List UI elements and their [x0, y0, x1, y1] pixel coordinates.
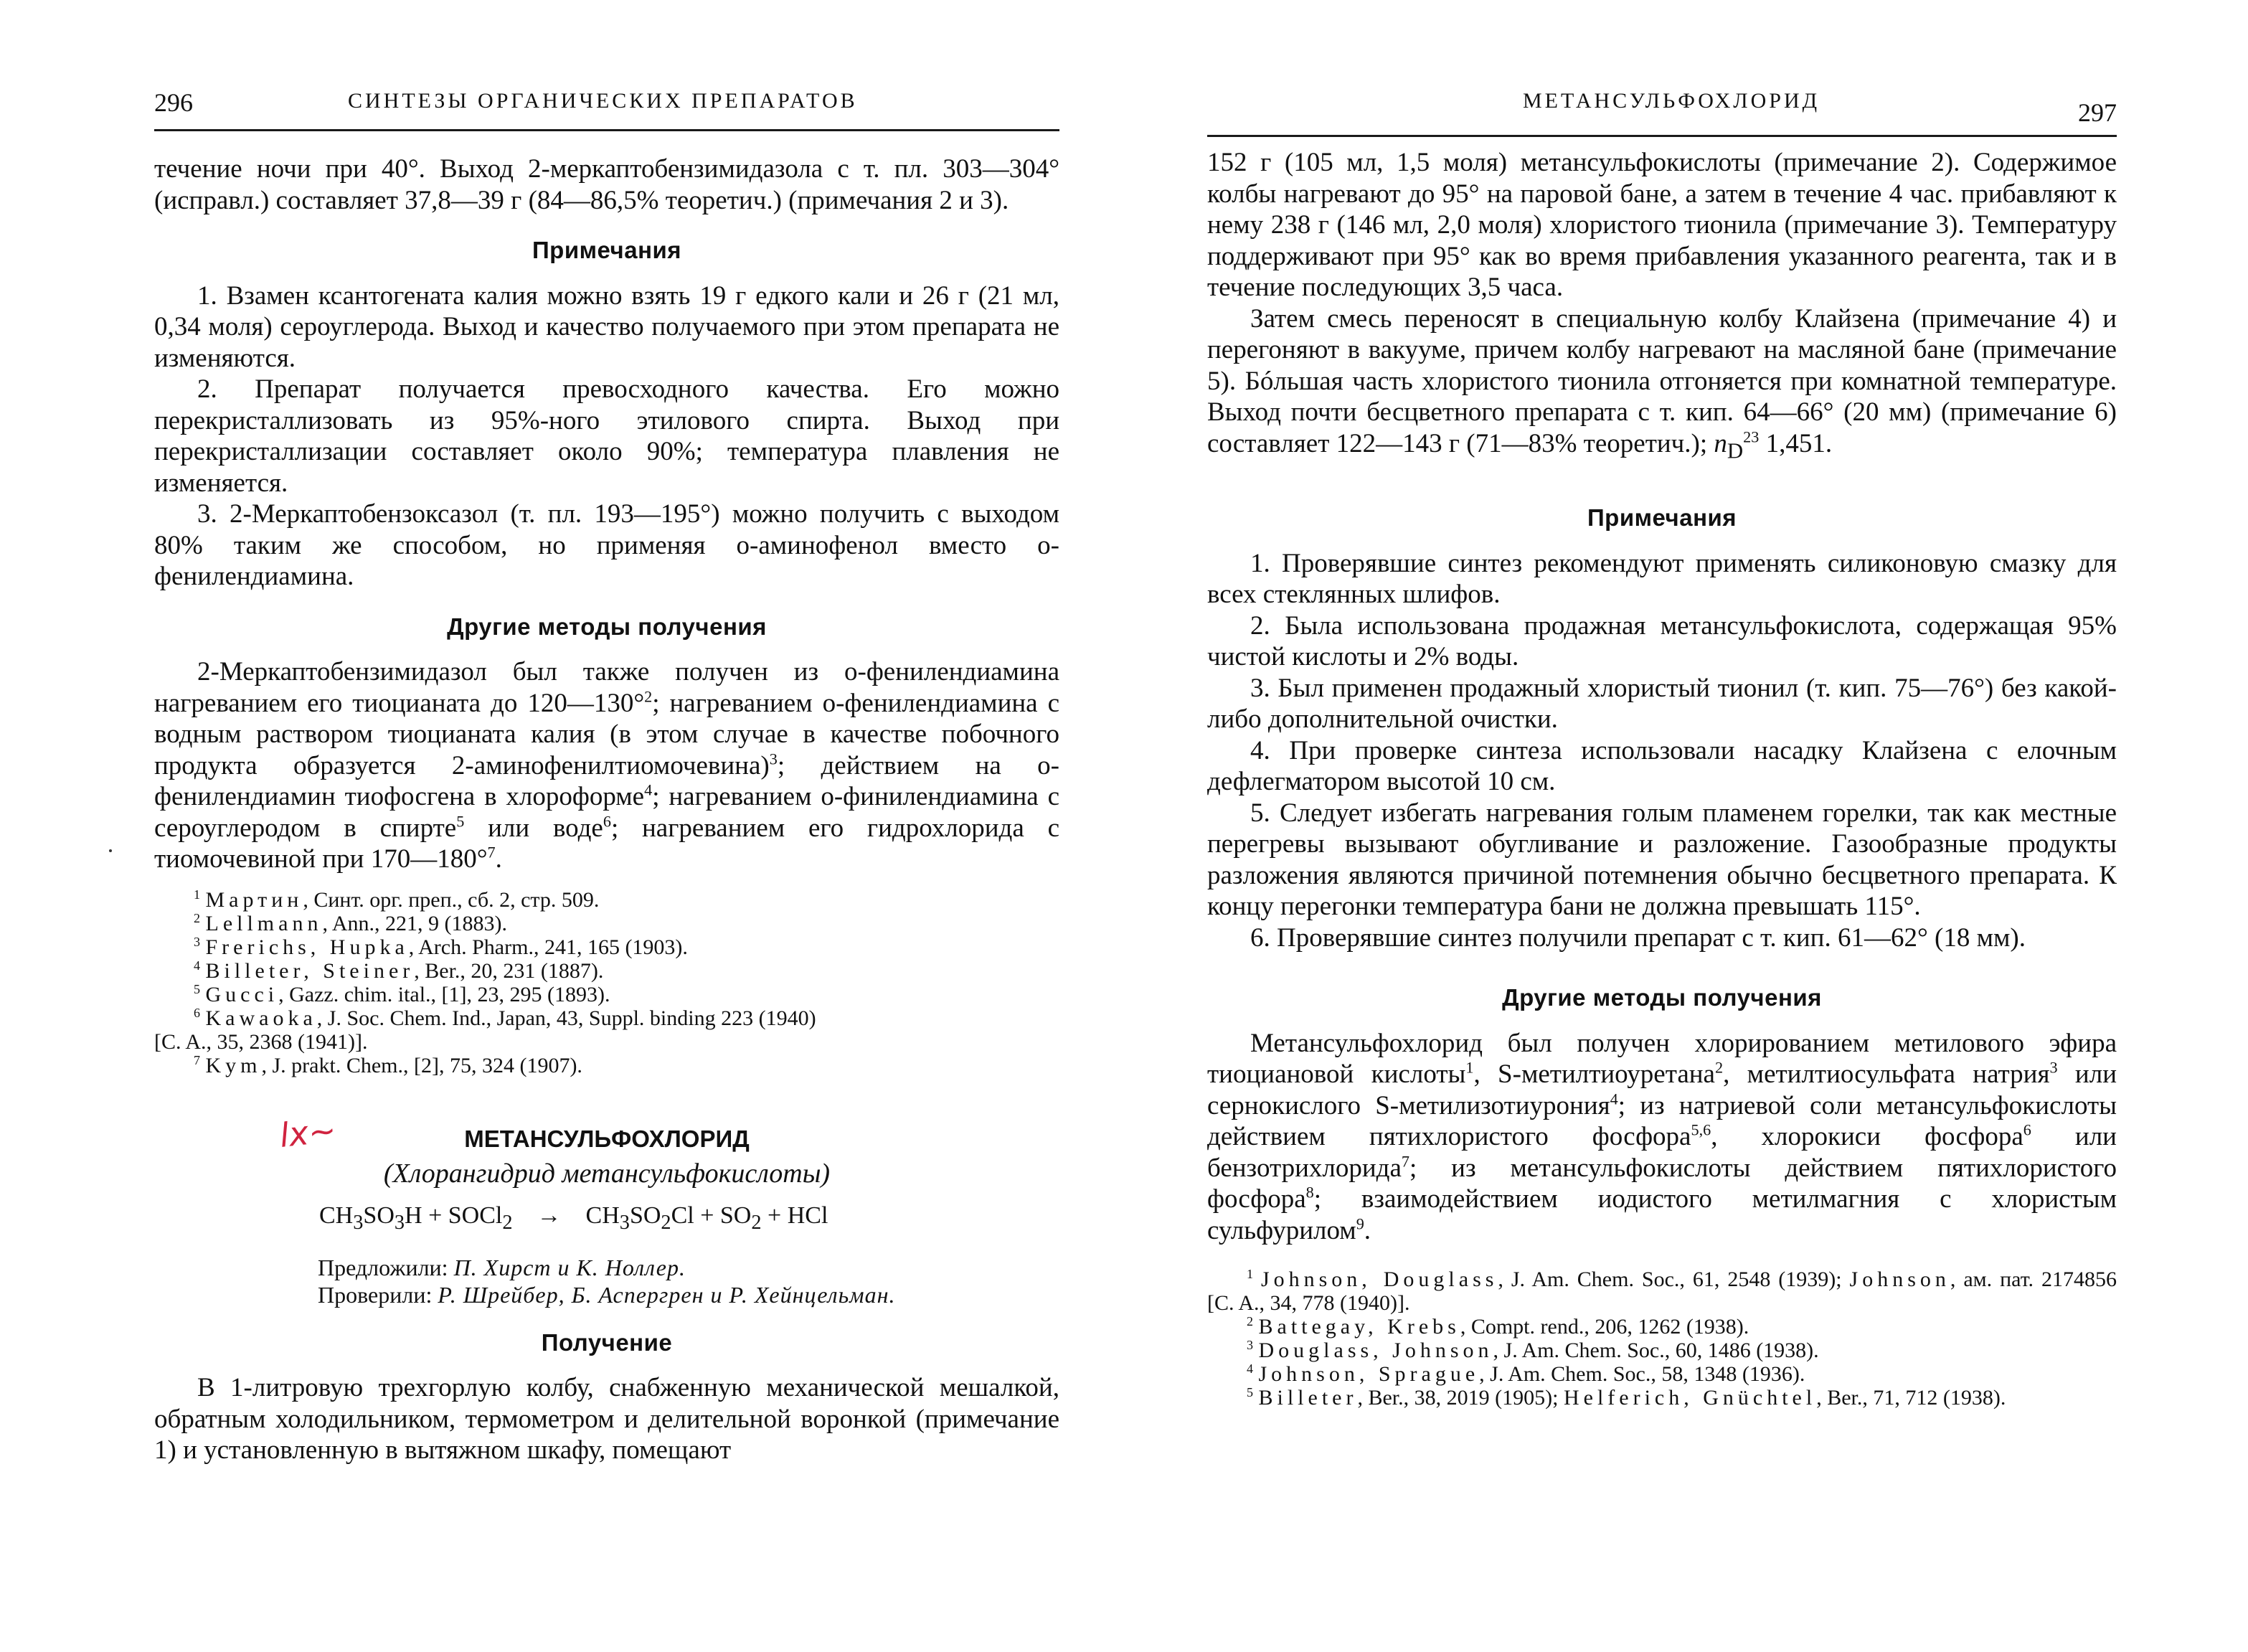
note-item: 2. Была использована продажная метансульфокислота, содержащая 95% чистой кислоты и 2% воды.	[1207, 610, 2117, 672]
page-number: 297	[2078, 98, 2117, 127]
margin-speck	[109, 849, 112, 852]
page-body	[1207, 147, 2117, 1410]
reference-item: $^2$ Battegay, Krebs, Compt. rend., 206, 1262 (1938).	[1247, 1314, 1749, 1339]
citation: 7	[487, 843, 496, 862]
running-head	[1207, 88, 2117, 127]
opening-paragraph: течение ночи при 40°. Выход 2-меркаптобензимидазола с т. пл. 303—304° (исправл.) составляет 37,8—39 г (84—86,5% теоретич.) (примечания 2 и 3).	[154, 154, 1059, 215]
reference-continuation: [C. A., 35, 2368 (1941)].	[154, 1029, 368, 1054]
citation: 7	[1401, 1152, 1409, 1171]
note-item: 6. Проверявшие синтез получили препарат с т. кип. 61—62° (18 мм).	[1250, 922, 2026, 953]
citation: 4	[644, 780, 653, 799]
citation: 9	[1356, 1214, 1364, 1233]
reference-item: $^1$ Johnson, Douglass, J. Am. Chem. Soc., 61, 2548 (1939); Johnson, ам. пат. 2174856 [C. A., 34, 778 (1940)].	[1207, 1267, 2117, 1316]
credits	[318, 1254, 1059, 1308]
reference-item: $^3$ Douglass, Johnson, J. Am. Chem. Soc., 60, 1486 (1938).	[1247, 1338, 1819, 1363]
other-methods-paragraph: Метансульфохлорид был получен хлорированием метилового эфира тиоциановой кислоты$^1$, S-метилтиоуретана$^2$, метилтиосульфата натрия$^3$ или сернокислого S-метилизотиурония$^4$; из натриевой соли метансульфокислоты действием пятихлористого фосфора$^{5,6}$, хлорокиси фосфора$^6$ или бензотрихлорида$^7$; из метансульфокислоты действием пятихлористого фосфора$^8$; взаимодействием иодистого метилмагния с хлористым сульфурилом$^9$.	[1207, 1028, 2117, 1245]
reference-item: $^6$ Kawaoka, J. Soc. Chem. Ind., Japan, 43, Suppl. binding 223 (1940)	[194, 1005, 816, 1030]
reference-list	[154, 888, 1059, 1077]
compound-subtitle: (Хлорангидрид метансульфокислоты)	[383, 1158, 831, 1189]
note-item: 3. 2-Меркаптобензоксазол (т. пл. 193—195°) можно получить с выходом 80% таким же способом, но применяя о-аминофенол вместо о-фенилендиамина.	[154, 499, 1059, 591]
running-head	[154, 88, 1059, 123]
compound-name: МЕТАНСУЛЬФОХЛОРИД	[464, 1125, 750, 1152]
citation: 3	[2049, 1059, 2058, 1077]
header-rule	[1207, 135, 2117, 137]
proposed-by: Предложили: П. Хирст и К. Ноллер.	[318, 1254, 686, 1280]
reference-item: $^2$ Lellmann, Ann., 221, 9 (1883).	[194, 910, 507, 935]
note-item: 5. Следует избегать нагревания голым пламенем горелки, так как местные перегревы вызывают обугливание и разложение. Газообразные продукты разложения являются причиной потемнения обычно бесцветного препарата. К концу перегонки температура бани не должна превышать 115°.	[1207, 798, 2117, 922]
reference-item: $^5$ Gucci, Gazz. chim. ital., [1], 23, 295 (1893).	[194, 981, 610, 1006]
citation: 2	[1714, 1059, 1724, 1077]
reference-item: $^3$ Frerichs, Hupka, Arch. Pharm., 241, 165 (1903).	[194, 934, 688, 959]
note-item: 2. Препарат получается превосходного качества. Его можно перекристаллизовать из 95%-ного этилового спирта. Выход при перекристаллизации составляет около 90%; температура плавления не изменяется.	[154, 374, 1059, 498]
reference-item: $^4$ Johnson, Sprague, J. Am. Chem. Soc., 58, 1348 (1936).	[1247, 1361, 1805, 1387]
handwritten-annotation: lx~	[278, 1110, 339, 1155]
reference-list	[1207, 1268, 2117, 1410]
other-methods-paragraph: 2-Меркаптобензимидазол был также получен из о-фенилендиамина нагреванием его тиоцианата до 120—130°$^2$; нагреванием о-фенилендиамина с водным раствором тиоцианата калия (в этом случае в качестве побочного продукта образуется 2-аминофенилтиомочевина)$^3$; действием на о-фенилендиамин тиофосгена в хлороформе$^4$; нагреванием о-финилендиамина с сероуглеродом в спирте$^5$ или воде$^6$; нагреванием его гидрохлорида с тиомочевиной при 170—180°$^7$.	[154, 657, 1060, 874]
notes-heading: Примечания	[532, 237, 682, 263]
citation: 6	[2023, 1121, 2031, 1140]
reference-item: $^5$ Billeter, Ber., 38, 2019 (1905); Helferich, Gnüchtel, Ber., 71, 712 (1938).	[1247, 1385, 2006, 1410]
citation: 8	[1305, 1184, 1314, 1202]
other-methods-heading: Другие методы получения	[1502, 984, 1822, 1011]
note-item: 3. Был применен продажный хлористый тионил (т. кип. 75—76°) без какой-либо дополнительной очистки.	[1207, 673, 2117, 735]
note-item: 1. Взамен ксантогената калия можно взять 19 г едкого кали и 26 г (21 мл, 0,34 моля) сероуглерода. Выход и качество получаемого при этом препарата не изменяются.	[154, 280, 1059, 373]
compound-title-block	[154, 1110, 1059, 1190]
running-title: МЕТАНСУЛЬФОХЛОРИД	[1523, 89, 1820, 113]
citation: 1	[1465, 1059, 1474, 1077]
preparation-heading: Получение	[541, 1328, 673, 1356]
citation: 4	[1610, 1090, 1618, 1108]
page-number: 296	[154, 88, 193, 117]
page-body	[154, 154, 1059, 1466]
citation: 5	[456, 812, 465, 831]
header-rule	[154, 129, 1059, 131]
reference-item: $^7$ Kym, J. prakt. Chem., [2], 75, 324 (1907).	[194, 1052, 582, 1077]
procedure-paragraph: 152 г (105 мл, 1,5 моля) метансульфокислоты (примечание 2). Содержимое колбы нагревают до 95° на паровой бане, а затем в течение 4 час. прибавляют к нему 238 г (146 мл, 2,0 моля) хлористого тионила (примечание 3). Температуру поддерживают при 95° как во время прибавления указанного реагента, так и в течение последующих 3,5 часа.	[1207, 148, 2117, 302]
note-item: 4. При проверке синтеза использовали насадку Клайзена с елочным дефлегматором высотой 10 см.	[1207, 735, 2117, 797]
notes-heading: Примечания	[1587, 504, 1737, 532]
reaction-arrow: →	[537, 1202, 562, 1229]
running-title: СИНТЕЗЫ ОРГАНИЧЕСКИХ ПРЕПАРАТОВ	[348, 89, 858, 113]
citation: 6	[603, 812, 611, 831]
citation: 5,6	[1691, 1121, 1711, 1140]
other-methods-heading: Другие методы получения	[447, 613, 767, 640]
citation: 3	[769, 750, 778, 768]
citation: 2	[644, 687, 653, 706]
reaction-equation: $CH_3SO_3H$ + SOCl$_2$ → $CH_3SO_2Cl + SO_2$ + HCl	[319, 1202, 828, 1234]
note-item: 1. Проверявшие синтез рекомендуют применять силиконовую смазку для всех стеклянных шлифов.	[1207, 548, 2117, 610]
preparation-paragraph: В 1-литровую трехгорлую колбу, снабженную механической мешалкой, обратным холодильником, термометром и делительной воронкой (примечание 1) и установленную в вытяжном шкафу, помещают	[154, 1373, 1059, 1465]
reference-item: $^4$ Billeter, Steiner, Ber., 20, 231 (1887).	[194, 958, 604, 983]
procedure-paragraph: Затем смесь переносят в специальную колбу Клайзена (примечание 4) и перегоняют в вакууме, причем колбу нагревают на масляной бане (примечание 5). Бóльшая часть хлористого тионила отгоняется при комнатной температуре. Выход почти бесцветного препарата с т. кип. 64—66° (20 мм) (примечание 6) составляет 122—143 г (71—83% теоретич.); $n_D^{23}$ 1,451.	[1207, 303, 2117, 463]
reference-item: $^1$ Мартин, Синт. орг. преп., сб. 2, стр. 509.	[194, 887, 600, 912]
checked-by: Проверили: Р. Шрейбер, Б. Аспергрен и Р. Хейнцельман.	[318, 1281, 896, 1308]
